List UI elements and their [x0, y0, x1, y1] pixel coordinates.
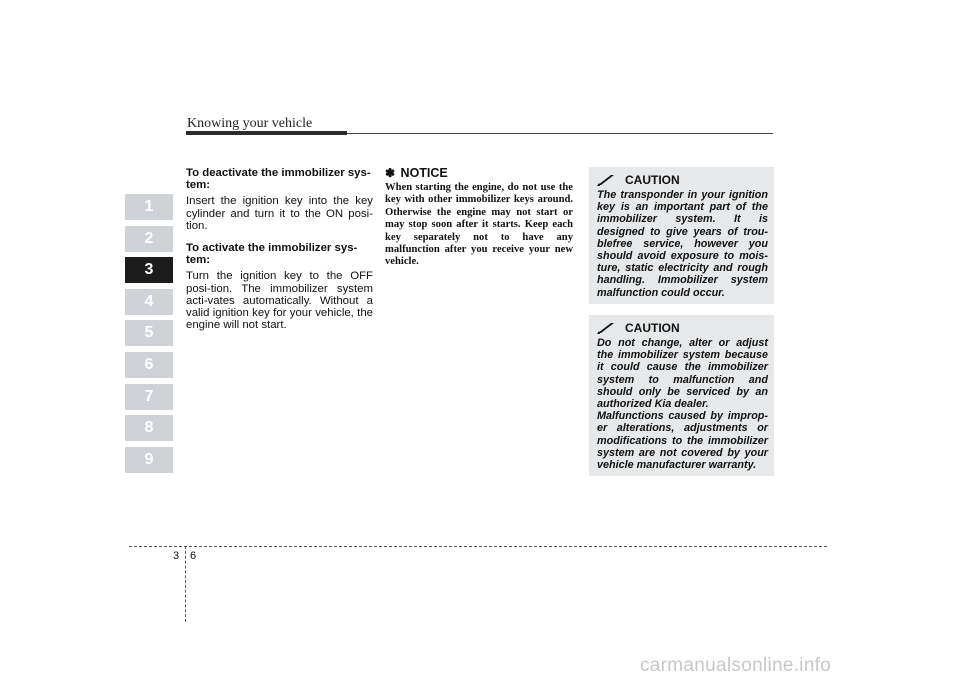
page-number: 6 [190, 550, 197, 562]
page-chapter: 3 [173, 550, 180, 562]
caution-label: CAUTION [625, 173, 680, 187]
header-rule [347, 133, 773, 134]
caution-header [597, 173, 768, 187]
notice-section [385, 166, 573, 269]
caution-label: CAUTION [625, 321, 680, 335]
notice-text: When starting the engine, do not use the key with other immobilizer keys around. Otherwise the engine may not start or may stop soon after it starts. Keep each key separately not to have any malfunction after you receive your new vehicle. [385, 182, 573, 268]
header-bar [186, 131, 347, 135]
chapter-tab-2[interactable]: 2 [125, 226, 173, 252]
caution-box-1 [589, 167, 774, 304]
footer-divider [185, 546, 186, 622]
header-title: Knowing your vehicle [187, 116, 313, 131]
chapter-tab-5[interactable]: 5 [125, 320, 173, 346]
activate-heading: To activate the immobilizer sys-tem: [186, 242, 358, 267]
deactivate-text: Insert the ignition key into the key cylinder and turn it to the ON posi-tion. [186, 195, 373, 232]
notice-star-icon: ✽ [385, 166, 396, 180]
caution-box-2 [589, 315, 774, 476]
caution-pen-icon [597, 174, 617, 186]
caution-pen-icon [597, 322, 617, 334]
chapter-tabs [125, 194, 173, 478]
chapter-tab-8[interactable]: 8 [125, 415, 173, 441]
caution-text-2: Malfunctions caused by improp-er alterations, adjustments or modifications to the immobilizer system are not covered by your vehicle manufacturer warranty. [597, 410, 768, 472]
watermark: carmanualsonline.info [640, 655, 832, 676]
caution-text-1: Do not change, alter or adjust the immobilizer system because it could cause the immobilizer system to malfunction and should only be serviced by an authorized Kia dealer. [597, 337, 768, 411]
chapter-tab-3[interactable]: 3 [125, 257, 173, 283]
notice-title: NOTICE [400, 166, 448, 180]
chapter-tab-1[interactable]: 1 [125, 194, 173, 220]
immobilizer-instructions [186, 167, 373, 341]
chapter-tab-7[interactable]: 7 [125, 384, 173, 410]
deactivate-heading: To deactivate the immobilizer sys-tem: [186, 167, 371, 192]
chapter-tab-4[interactable]: 4 [125, 289, 173, 315]
chapter-tab-9[interactable]: 9 [125, 447, 173, 473]
chapter-tab-6[interactable]: 6 [125, 352, 173, 378]
notice-heading [385, 166, 573, 180]
caution-header [597, 321, 768, 335]
activate-text: Turn the ignition key to the OFF posi-tion. The immobilizer system acti-vates automatically. Without a valid ignition key for your vehicle, the engine will not start. [186, 270, 373, 332]
caution-text: The transponder in your ignition key is an important part of the immobilizer system. It is designed to give years of trou-blefree service, however you should avoid exposure to mois-ture, static electricity and rough handling. Immobilizer system malfunction could occur. [597, 189, 768, 299]
footer-rule [129, 546, 827, 547]
